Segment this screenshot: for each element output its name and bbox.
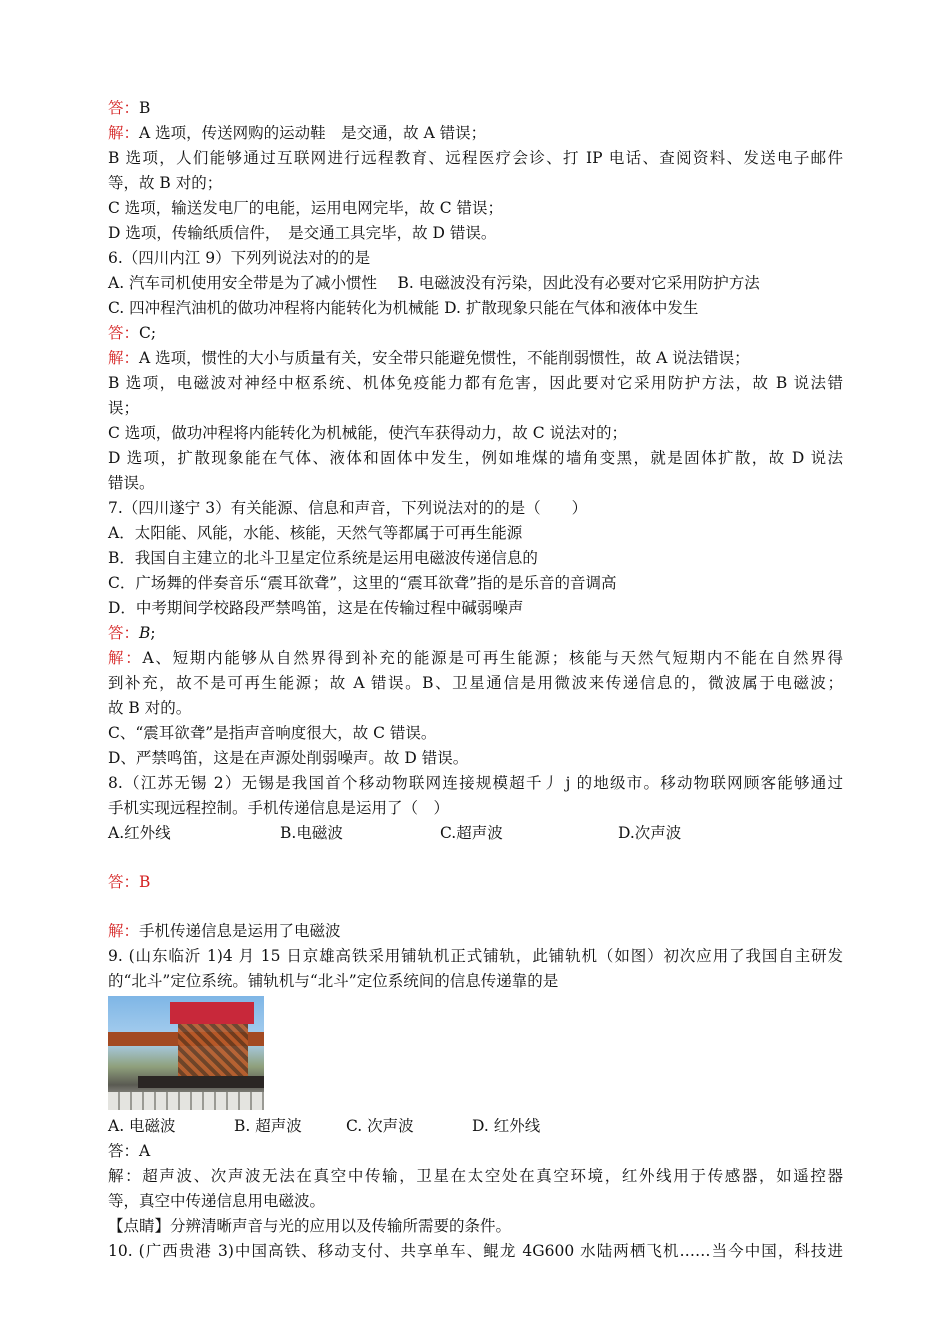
question-line: 6.（四川内江 9）下列列说法对的的是 [108, 249, 371, 267]
document-page [108, 96, 843, 1264]
tip-line: 【点睛】分辨清晰声音与光的应用以及传输所需要的条件。 [108, 1217, 512, 1235]
option-a: A.红外线 [108, 824, 171, 842]
option-c: C. 次声波 [346, 1117, 414, 1135]
text-line: 误； [108, 399, 140, 417]
text-line: B 选项，人们能够通过互联网进行远程教育、远程医疗会诊、打 IP 电话、查阅资料、发送电子邮件 [108, 149, 843, 167]
text-line: 等，故 B 对的； [108, 174, 223, 192]
answer-line: 答：B; [108, 624, 156, 642]
answer-line: 答：B [108, 873, 151, 891]
option-d: D.次声波 [618, 824, 682, 842]
text-line: 等，真空中传递信息用电磁波。 [108, 1192, 326, 1210]
solution-line: 解：A 选项，传送网购的运动鞋 是交通，故 A 错误； [108, 124, 487, 142]
text-line: C、“震耳欲聋”是指声音响度很大，故 C 错误。 [108, 724, 437, 742]
option-b: B.电磁波 [280, 824, 343, 842]
option-line: A．太阳能、风能，水能、核能，天然气等都属于可再生能源 [108, 524, 523, 542]
text-line: 到补充，故不是可再生能源；故 A 错误。B、卫星通信是用微波来传递信息的，微波属于电磁波； [108, 674, 843, 692]
option-line: B．我国自主建立的北斗卫星定位系统是运用电磁波传递信息的 [108, 549, 538, 567]
options-row [108, 821, 843, 846]
question-line: 手机实现远程控制。手机传递信息是运用了（ ） [108, 799, 450, 817]
question-line: 10. (广西贵港 3)中国高铁、移动支付、共享单车、鲲龙 4G600 水陆两栖飞机……当今中国，科技进 [108, 1242, 843, 1260]
text-line: C 选项，做功冲程将内能转化为机械能，使汽车获得动力，故 C 说法对的； [108, 424, 628, 442]
text-line: C 选项，输送发电厂的电能，运用电网完毕，故 C 错误； [108, 199, 504, 217]
track-laying-machine-photo [108, 996, 264, 1110]
option-line: A. 汽车司机使用安全带是为了减小惯性 B. 电磁波没有污染，因此没有必要对它采用防护方法 [108, 274, 760, 292]
option-line: C．广场舞的伴奏音乐“震耳欲聋”，这里的“震耳欲聋”指的是乐音的音调高 [108, 574, 617, 592]
text-line: D、严禁鸣笛，这是在声源处削弱噪声。故 D 错误。 [108, 749, 469, 767]
solution-line: 解：A 选项，惯性的大小与质量有关，安全带只能避免惯性，不能削弱惯性，故 A 说法错误； [108, 349, 750, 367]
text-line: B 选项，电磁波对神经中枢系统、机体免疫能力都有危害，因此要对它采用防护方法，故 B 说法错 [108, 374, 843, 392]
option-b: B. 超声波 [234, 1117, 302, 1135]
solution-line: 解：超声波、次声波无法在真空中传输，卫星在太空处在真空环境，红外线用于传感器，如遥控器 [108, 1167, 843, 1185]
solution-line: 解：A、短期内能够从自然界得到补充的能源是可再生能源；核能与天然气短期内不能在自然界得 [108, 649, 843, 667]
answer-line: 答：A [108, 1142, 151, 1160]
option-line: C. 四冲程汽油机的做功冲程将内能转化为机械能 D. 扩散现象只能在气体和液体中发生 [108, 299, 699, 317]
text-line: D 选项，扩散现象能在气体、液体和固体中发生，例如堆煤的墙角变黑，就是固体扩散，故 D 说法 [108, 449, 843, 467]
question-line: 的“北斗”定位系统。铺轨机与“北斗”定位系统间的信息传递靠的是 [108, 972, 559, 990]
option-line: D．中考期间学校路段严禁鸣笛，这是在传输过程中碱弱噪声 [108, 599, 524, 617]
solution-line: 解：手机传递信息是运用了电磁波 [108, 922, 341, 940]
option-c: C.超声波 [440, 824, 503, 842]
answer-line: 答：C; [108, 324, 157, 342]
question-line: 7.（四川遂宁 3）有关能源、信息和声音，下列说法对的的是（ ） [108, 499, 588, 517]
question-line: 9. (山东临沂 1)4 月 15 日京雄高铁采用铺轨机正式铺轨，此铺轨机（如图）初次应用了我国自主研发 [108, 947, 843, 965]
text-line: 错误。 [108, 474, 155, 492]
text-line: D 选项，传输纸质信件， 是交通工具完毕，故 D 错误。 [108, 224, 497, 242]
question-line: 8.（江苏无锡 2）无锡是我国首个移动物联网连接规模超千丿 j 的地级市。移动物联网顾客能够通过 [108, 774, 843, 792]
text-line: 故 B 对的。 [108, 699, 192, 717]
option-d: D. 红外线 [472, 1117, 541, 1135]
answer-line: 答：B [108, 99, 151, 117]
options-row [108, 1114, 843, 1139]
option-a: A. 电磁波 [108, 1117, 176, 1135]
